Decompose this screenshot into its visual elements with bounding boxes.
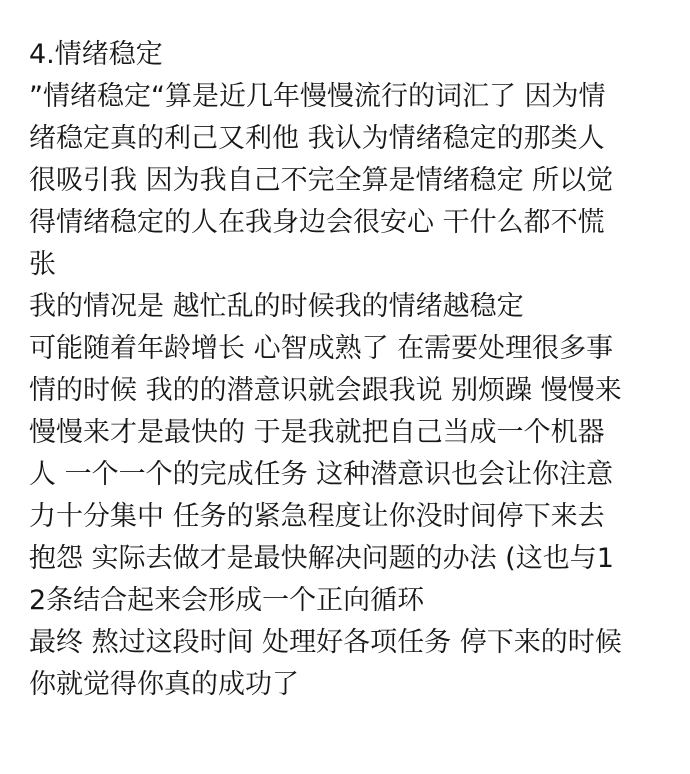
document-text — [29, 34, 669, 706]
text-line: 力十分集中 任务的紧急程度让你没时间停下来去 — [29, 501, 605, 532]
text-line: 得情绪稳定的人在我身边会很安心 干什么都不慌 — [29, 207, 605, 238]
text-line: 张 — [29, 249, 56, 280]
text-line: 可能随着年龄增长 心智成熟了 在需要处理很多事 — [29, 333, 614, 364]
text-line: 慢慢来才是最快的 于是我就把自己当成一个机器 — [29, 417, 605, 448]
text-line: 很吸引我 因为我自己不完全算是情绪稳定 所以觉 — [29, 165, 614, 196]
text-line: 人 一个一个的完成任务 这种潜意识也会让你注意 — [29, 459, 614, 490]
text-line: ”情绪稳定“算是近几年慢慢流行的词汇了 因为情 — [29, 81, 606, 112]
text-line: 抱怨 实际去做才是最快解决问题的办法 (这也与1 — [29, 543, 614, 574]
text-line: 绪稳定真的利己又利他 我认为情绪稳定的那类人 — [29, 123, 605, 154]
document-heading: 4.情绪稳定 — [29, 39, 163, 70]
text-line: 最终 熬过这段时间 处理好各项任务 停下来的时候 — [29, 627, 622, 658]
text-line: 情的时候 我的的潜意识就会跟我说 别烦躁 慢慢来 — [29, 375, 622, 406]
text-line: 2条结合起来会形成一个正向循环 — [29, 585, 425, 616]
text-line: 我的情况是 越忙乱的时候我的情绪越稳定 — [29, 291, 524, 322]
text-line: 你就觉得你真的成功了 — [29, 669, 299, 700]
